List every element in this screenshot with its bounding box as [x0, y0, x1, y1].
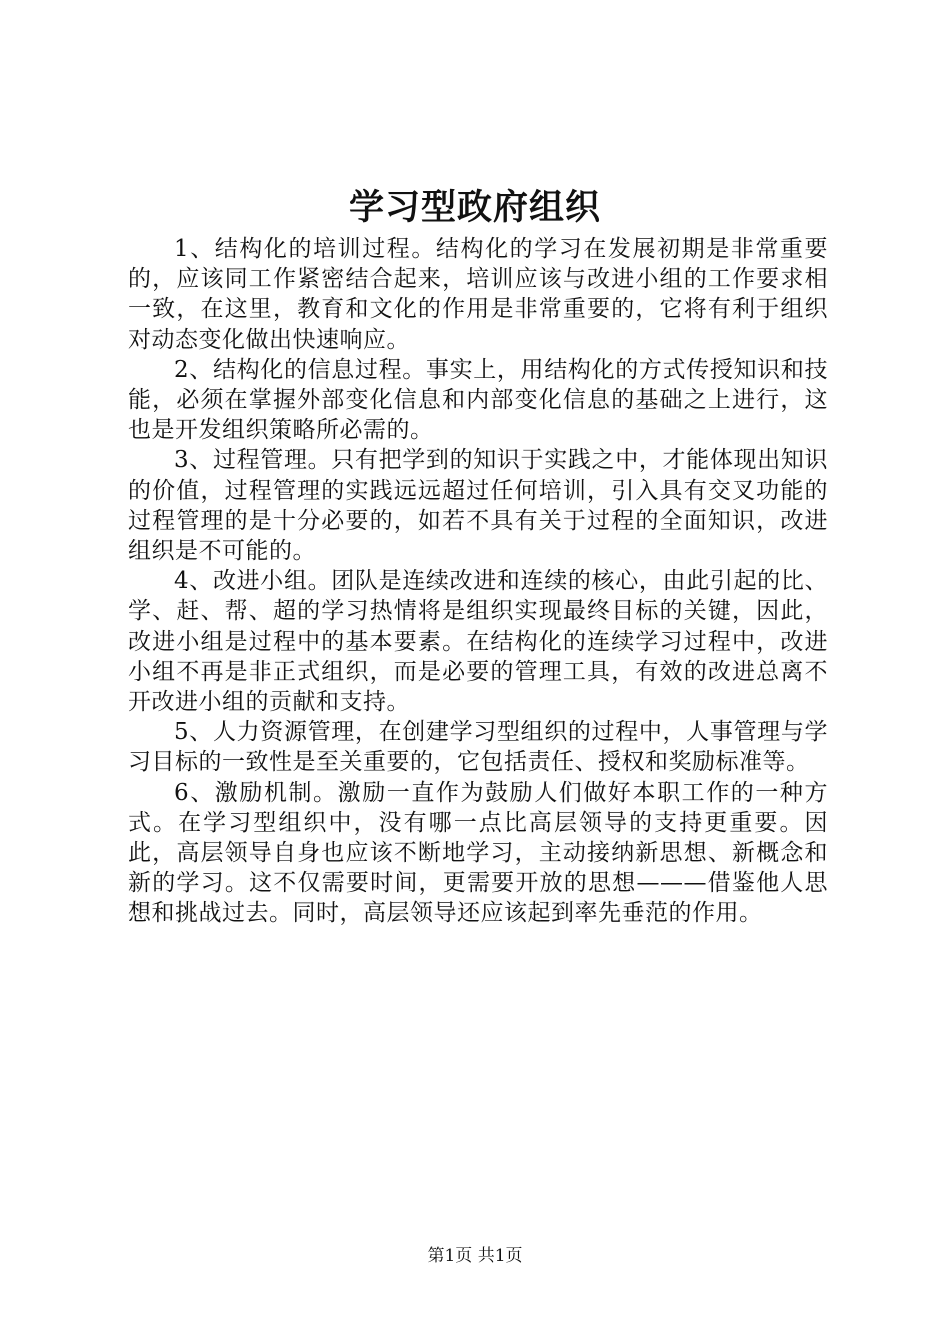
document-title: 学习型政府组织 — [348, 187, 601, 228]
paragraph-4: 4、改进小组。团队是连续改进和连续的核心，由此引起的比、学、赶、帮、超的学习热情将是组织实现最终目标的关键，因此，改进小组是过程中的基本要素。在结构化的连续学习过程中，改进小组不再是非正式组织，而是必要的管理工具，有效的改进总离不开改进小组的贡献和支持。 — [128, 568, 828, 716]
document-body — [128, 234, 828, 929]
paragraph-6: 6、激励机制。激励一直作为鼓励人们做好本职工作的一种方式。在学习型组织中，没有哪一点比高层领导的支持更重要。因此，高层领导自身也应该不断地学习，主动接纳新思想、新概念和新的学习。这不仅需要时间，更需要开放的思想———借鉴他人思想和挑战过去。同时，高层领导还应该起到率先垂范的作用。 — [128, 779, 828, 927]
paragraph-2: 2、结构化的信息过程。事实上，用结构化的方式传授知识和技能，必须在掌握外部变化信息和内部变化信息的基础之上进行，这也是开发组织策略所必需的。 — [128, 356, 828, 444]
paragraph-3: 3、过程管理。只有把学到的知识于实践之中，才能体现出知识的价值，过程管理的实践远远超过任何培训，引入具有交叉功能的过程管理的是十分必要的，如若不具有关于过程的全面知识，改进组织是不可能的。 — [128, 447, 828, 565]
paragraph-1: 1、结构化的培训过程。结构化的学习在发展初期是非常重要的，应该同工作紧密结合起来，培训应该与改进小组的工作要求相一致，在这里，教育和文化的作用是非常重要的，它将有利于组织对动态变化做出快速响应。 — [128, 236, 828, 353]
page-footer: 第1页 共1页 — [427, 1246, 523, 1266]
paragraph-5: 5、人力资源管理，在创建学习型组织的过程中，人事管理与学习目标的一致性是至关重要的，它包括责任、授权和奖励标准等。 — [128, 719, 828, 776]
